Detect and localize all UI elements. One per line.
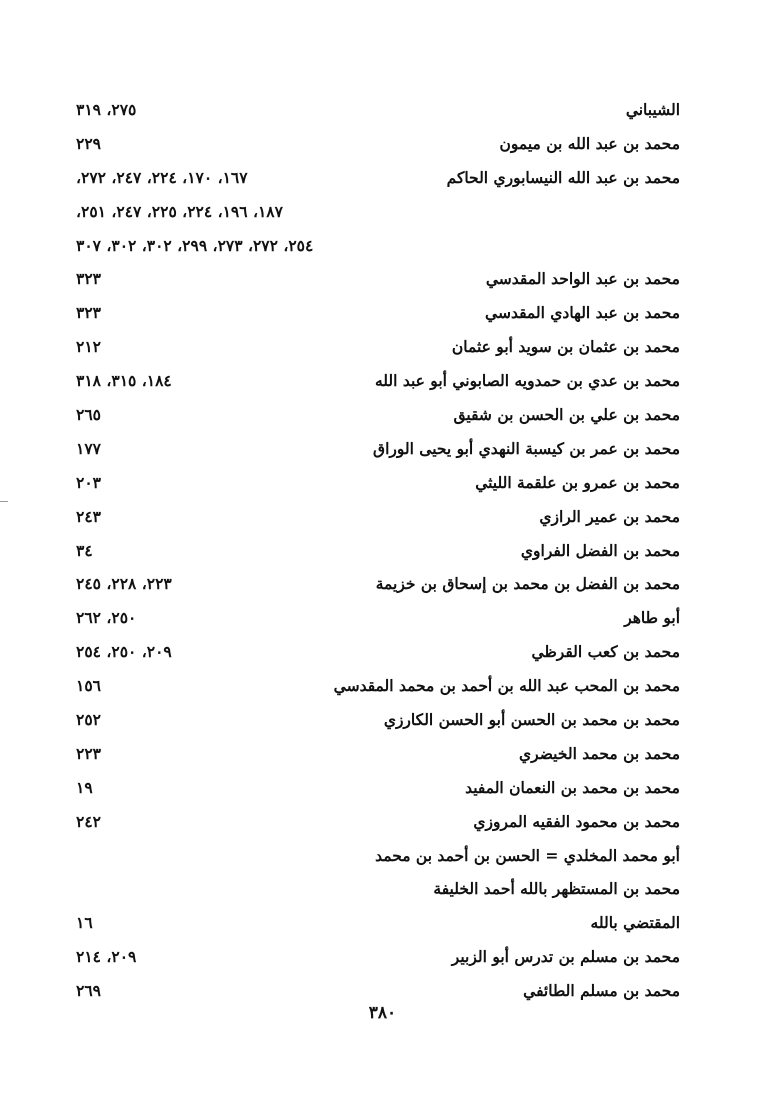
index-entry [76, 638, 680, 672]
index-entry [76, 130, 680, 164]
entry-name: محمد بن عمير الرازي [539, 506, 680, 526]
index-entry [76, 469, 680, 503]
entry-pages: ١٨٧، ١٩٦، ٢٢٤، ٢٢٥، ٢٤٧، ٢٥١، [76, 201, 283, 221]
index-entry [76, 604, 680, 638]
entry-name: محمد بن المحب عبد الله بن أحمد بن محمد المقدسي [333, 676, 680, 696]
entry-name: محمد بن المستظهر بالله أحمد الخليفة [433, 879, 680, 899]
entry-pages: ٢٥٠، ٢٦٢ [76, 608, 137, 628]
entry-name: محمد بن محمد الخيضري [519, 743, 680, 763]
entry-name: محمد بن عبد الله النيسابوري الحاكم [446, 167, 680, 187]
entry-name: محمد بن عبد الله بن ميمون [499, 133, 680, 153]
entry-name: محمد بن علي بن الحسن بن شقيق [453, 405, 680, 425]
index-entry [76, 367, 680, 401]
index-entry [76, 842, 680, 876]
entry-pages: ٢٦٥ [76, 405, 101, 425]
index-entry [76, 435, 680, 469]
entry-name: محمد بن عمرو بن علقمة الليثي [475, 472, 680, 492]
entry-pages: ٣٢٣ [76, 269, 101, 289]
index-entry [76, 198, 680, 232]
entry-pages: ١٧٧ [76, 438, 101, 458]
entry-name: أبو محمد المخلدي = الحسن بن أحمد بن محمد [375, 845, 680, 865]
entry-pages: ١٨٤، ٣١٥، ٣١٨ [76, 371, 172, 391]
entry-pages: ٣٤ [76, 540, 93, 560]
entry-name: محمد بن الفضل بن محمد بن إسحاق بن خزيمة [375, 574, 680, 594]
index-entry [76, 943, 680, 977]
entry-pages: ٢٥٢ [76, 710, 101, 730]
index-entry [76, 96, 680, 130]
entry-name: الشيباني [625, 100, 680, 119]
entry-name: محمد بن محمود الفقيه المروزي [473, 811, 680, 831]
entry-pages: ٢٢٣ [76, 743, 101, 763]
entry-pages: ٣٢٣ [76, 303, 101, 323]
entry-name: محمد بن عثمان بن سويد أبو عثمان [451, 337, 680, 357]
entry-pages: ٢٤٢ [76, 811, 101, 831]
entry-name: محمد بن مسلم الطائفي [523, 981, 680, 1001]
entry-pages: ٢٠٩، ٢٥٠، ٢٥٤ [76, 642, 172, 662]
index-entry [76, 401, 680, 435]
entry-name: محمد بن مسلم بن تدرس أبو الزبير [451, 947, 680, 967]
entry-pages: ١٩ [76, 777, 93, 797]
index-entry [76, 740, 680, 774]
page-number: ٣٨٠ [368, 1003, 397, 1023]
entry-name: محمد بن الفضل الفراوي [520, 540, 680, 560]
index-entry [76, 672, 680, 706]
entry-pages: ٢٢٣، ٢٢٨، ٢٤٥ [76, 574, 172, 594]
entry-pages: ٢٠٣ [76, 472, 101, 492]
entry-pages: ٢٥٤، ٢٧٢، ٢٧٣، ٢٩٩، ٣٠٢، ٣٠٢، ٣٠٧ [76, 235, 314, 255]
entry-name: محمد بن كعب القرظي [531, 642, 680, 662]
index-entry [76, 503, 680, 537]
margin-mark [0, 501, 8, 502]
index-entry [76, 537, 680, 571]
entry-name: محمد بن عدي بن حمدويه الصابوني أبو عبد الله [374, 371, 680, 391]
entry-pages: ٢٧٥، ٣١٩ [76, 100, 137, 119]
entry-pages: ١٦ [76, 913, 93, 933]
index-entry [76, 706, 680, 740]
entry-name: محمد بن عبد الهادي المقدسي [485, 303, 680, 323]
entry-name: محمد بن محمد بن الحسن أبو الحسن الكارزي [383, 710, 680, 730]
entry-pages: ٢٤٣ [76, 506, 101, 526]
entry-name: محمد بن محمد بن النعمان المفيد [465, 777, 680, 797]
index-entry [76, 774, 680, 808]
index-entry [76, 909, 680, 943]
index-entry [76, 299, 680, 333]
entry-pages: ٢٢٩ [76, 133, 101, 153]
index-entries [76, 96, 680, 1011]
entry-pages: ١٥٦ [76, 676, 101, 696]
entry-name: محمد بن عبد الواحد المقدسي [485, 269, 680, 289]
index-entry [76, 265, 680, 299]
index-entry [76, 570, 680, 604]
entry-name: محمد بن عمر بن كيسبة النهدي أبو يحيى الوراق [373, 438, 680, 458]
index-entry [76, 164, 680, 198]
index-entry [76, 232, 680, 266]
index-entry [76, 333, 680, 367]
entry-name: أبو طاهر [624, 608, 680, 628]
index-entry [76, 875, 680, 909]
entry-pages: ١٦٧، ١٧٠، ٢٢٤، ٢٤٧، ٢٧٢، [76, 167, 248, 187]
entry-name: المقتضي بالله [590, 913, 680, 933]
entry-pages: ٢٠٩، ٢١٤ [76, 947, 137, 967]
entry-pages: ٢٦٩ [76, 981, 101, 1001]
index-entry [76, 808, 680, 842]
entry-pages: ٢١٢ [76, 337, 101, 357]
